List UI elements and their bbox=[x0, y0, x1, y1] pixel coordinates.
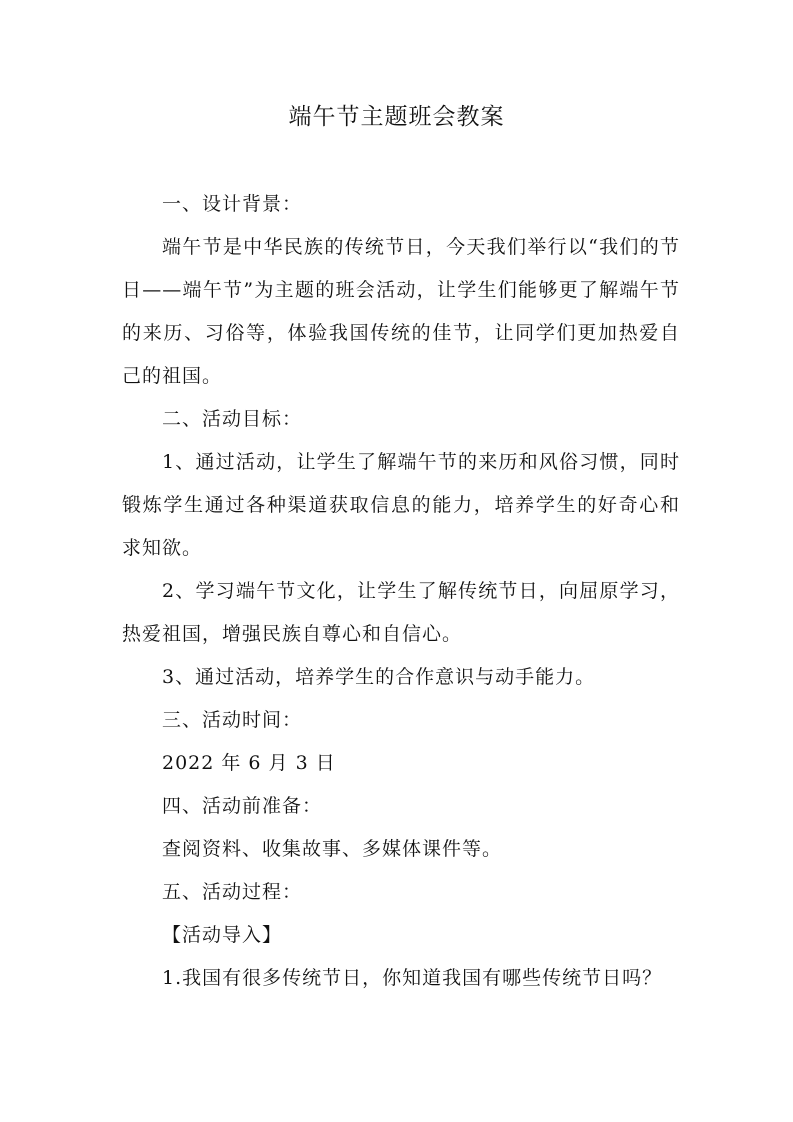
goal-item-3: 3、通过活动，培养学生的合作意识与动手能力。 bbox=[162, 666, 596, 688]
goal-item-1: 1、通过活动，让学生了解端午节的来历和风俗习惯，同时锻炼学生通过各种渠道获取信息的能力，培养学生的好奇心和求知欲。 bbox=[122, 451, 680, 559]
document-body bbox=[122, 183, 680, 1000]
subheading-activity-intro: 【活动导入】 bbox=[162, 924, 283, 946]
document-title: 端午节主题班会教案 bbox=[288, 104, 505, 130]
intro-question-1: 1.我国有很多传统节日，你知道我国有哪些传统节日吗？ bbox=[162, 967, 663, 989]
section-heading-activity-process: 五、活动过程： bbox=[162, 881, 303, 903]
section-heading-design-background: 一、设计背景： bbox=[162, 193, 303, 215]
paragraph-background-text: 端午节是中华民族的传统节日，今天我们举行以“我们的节日——端午节”为主题的班会活动，让学生们能够更了解端午节的来历、习俗等，体验我国传统的佳节，让同学们更加热爱自己的祖国。 bbox=[122, 236, 680, 387]
section-heading-activity-time: 三、活动时间： bbox=[162, 709, 303, 731]
preparation-text: 查阅资料、收集故事、多媒体课件等。 bbox=[162, 838, 503, 860]
section-heading-activity-goals: 二、活动目标： bbox=[162, 408, 303, 430]
activity-date: 2022 年 6 月 3 日 bbox=[162, 752, 336, 774]
goal-item-2: 2、学习端午节文化，让学生了解传统节日，向屈原学习，热爱祖国，增强民族自尊心和自信心。 bbox=[122, 580, 680, 645]
section-heading-preparation: 四、活动前准备： bbox=[162, 795, 323, 817]
